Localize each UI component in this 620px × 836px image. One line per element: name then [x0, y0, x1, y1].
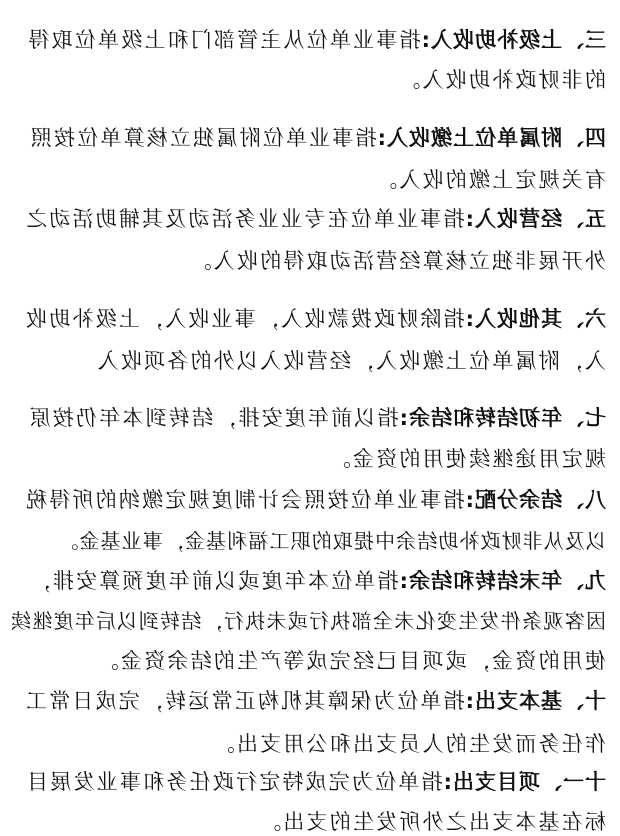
- item-5-definition: 指事业单位在专业业务活动及其辅助活动之: [23, 207, 465, 231]
- item-5-line-1: [6, 205, 606, 233]
- item-4-definition-cont: 有关规定上缴的收入。: [374, 168, 606, 192]
- item-3-definition: 指事业单位从主管部门和上级单位取得: [26, 28, 421, 52]
- item-5-line-2: [6, 247, 606, 275]
- item-3-line-2: [6, 66, 606, 94]
- item-8-term: 结余分配:: [464, 488, 562, 512]
- item-4-term: 附属单位上缴收入:: [376, 126, 562, 150]
- item-11-definition-cont: 标在基本支出之外所发生的支出。: [258, 810, 606, 834]
- item-3-definition-cont: 的非财政补助收入。: [397, 68, 606, 92]
- item-6-line-1: [6, 305, 606, 333]
- item-11-line-1: [6, 768, 606, 796]
- item-3-term: 上级补助收入:: [420, 28, 562, 52]
- item-8-number: 八、: [562, 488, 606, 512]
- item-4-line-1: [6, 124, 606, 152]
- item-7-term: 年初结转和结余:: [398, 406, 562, 430]
- item-8-line-2: [6, 527, 606, 555]
- item-8-definition-cont: 以及从非财政补助结余中提取的职工福利基金，事业基金。: [57, 529, 606, 553]
- item-11-definition: 指单位为完成特定行政任务和事业发展目: [24, 770, 443, 794]
- item-3-line-1: [6, 26, 606, 54]
- item-9-term: 年末结转和结余:: [398, 569, 562, 593]
- item-9-line-3: [6, 647, 606, 675]
- item-5-number: 五、: [562, 207, 606, 231]
- item-7-number: 七、: [562, 406, 606, 430]
- item-4-definition: 指事业单位附属独立核算单位按照: [28, 126, 377, 150]
- item-6-definition-cont: 入，附属单位上缴收入，经营收入以外的各项收入: [95, 349, 606, 373]
- item-5-term: 经营收入:: [464, 207, 562, 231]
- item-4-number: 四、: [562, 126, 606, 150]
- item-11-line-2: [6, 808, 606, 836]
- item-9-number: 九、: [562, 569, 606, 593]
- item-6-line-2: [6, 347, 606, 375]
- item-9-line-1: [6, 567, 606, 595]
- item-8-line-1: [6, 486, 606, 514]
- item-9-definition-cont-2: 使用的资金，或项目已经完成等产生的结余资金。: [95, 649, 606, 673]
- item-10-line-2: [6, 730, 606, 758]
- item-9-definition: 指单位本年度或以前年度预算安排，: [27, 569, 399, 593]
- item-6-number: 六、: [562, 307, 606, 331]
- item-11-number: 十一、: [540, 770, 606, 794]
- item-9-line-2: [6, 607, 606, 635]
- item-10-definition-cont: 作任务而发生的人员支出和公用支出。: [211, 732, 606, 756]
- item-5-definition-cont: 外开展非独立核算经营活动取得的收入。: [188, 249, 606, 273]
- item-10-line-1: [6, 687, 606, 715]
- item-3-number: 三、: [562, 28, 606, 52]
- item-7-definition: 指以前年度安排，结转到本年仍按原: [27, 406, 399, 430]
- item-8-definition: 指事业单位按照会计制度规定缴纳的所得税: [23, 488, 465, 512]
- item-7-line-1: [6, 404, 606, 432]
- item-7-definition-cont: 规定用途继续使用的资金。: [327, 447, 606, 471]
- item-6-definition: 指除财政拨款收入，事业收入，上级补助收: [23, 307, 465, 331]
- item-7-line-2: [6, 445, 606, 473]
- item-10-number: 十、: [562, 689, 606, 713]
- item-10-definition: 指单位为保障其机构正常运转，完成日常工: [23, 689, 465, 713]
- item-11-term: 项目支出:: [442, 770, 540, 794]
- item-9-definition-cont: 因客观条件发生变化未全部执行或未执行，结转到以后年度继续: [9, 609, 606, 633]
- item-4-line-2: [6, 166, 606, 194]
- item-10-term: 基本支出:: [464, 689, 562, 713]
- item-6-term: 其他收入:: [464, 307, 562, 331]
